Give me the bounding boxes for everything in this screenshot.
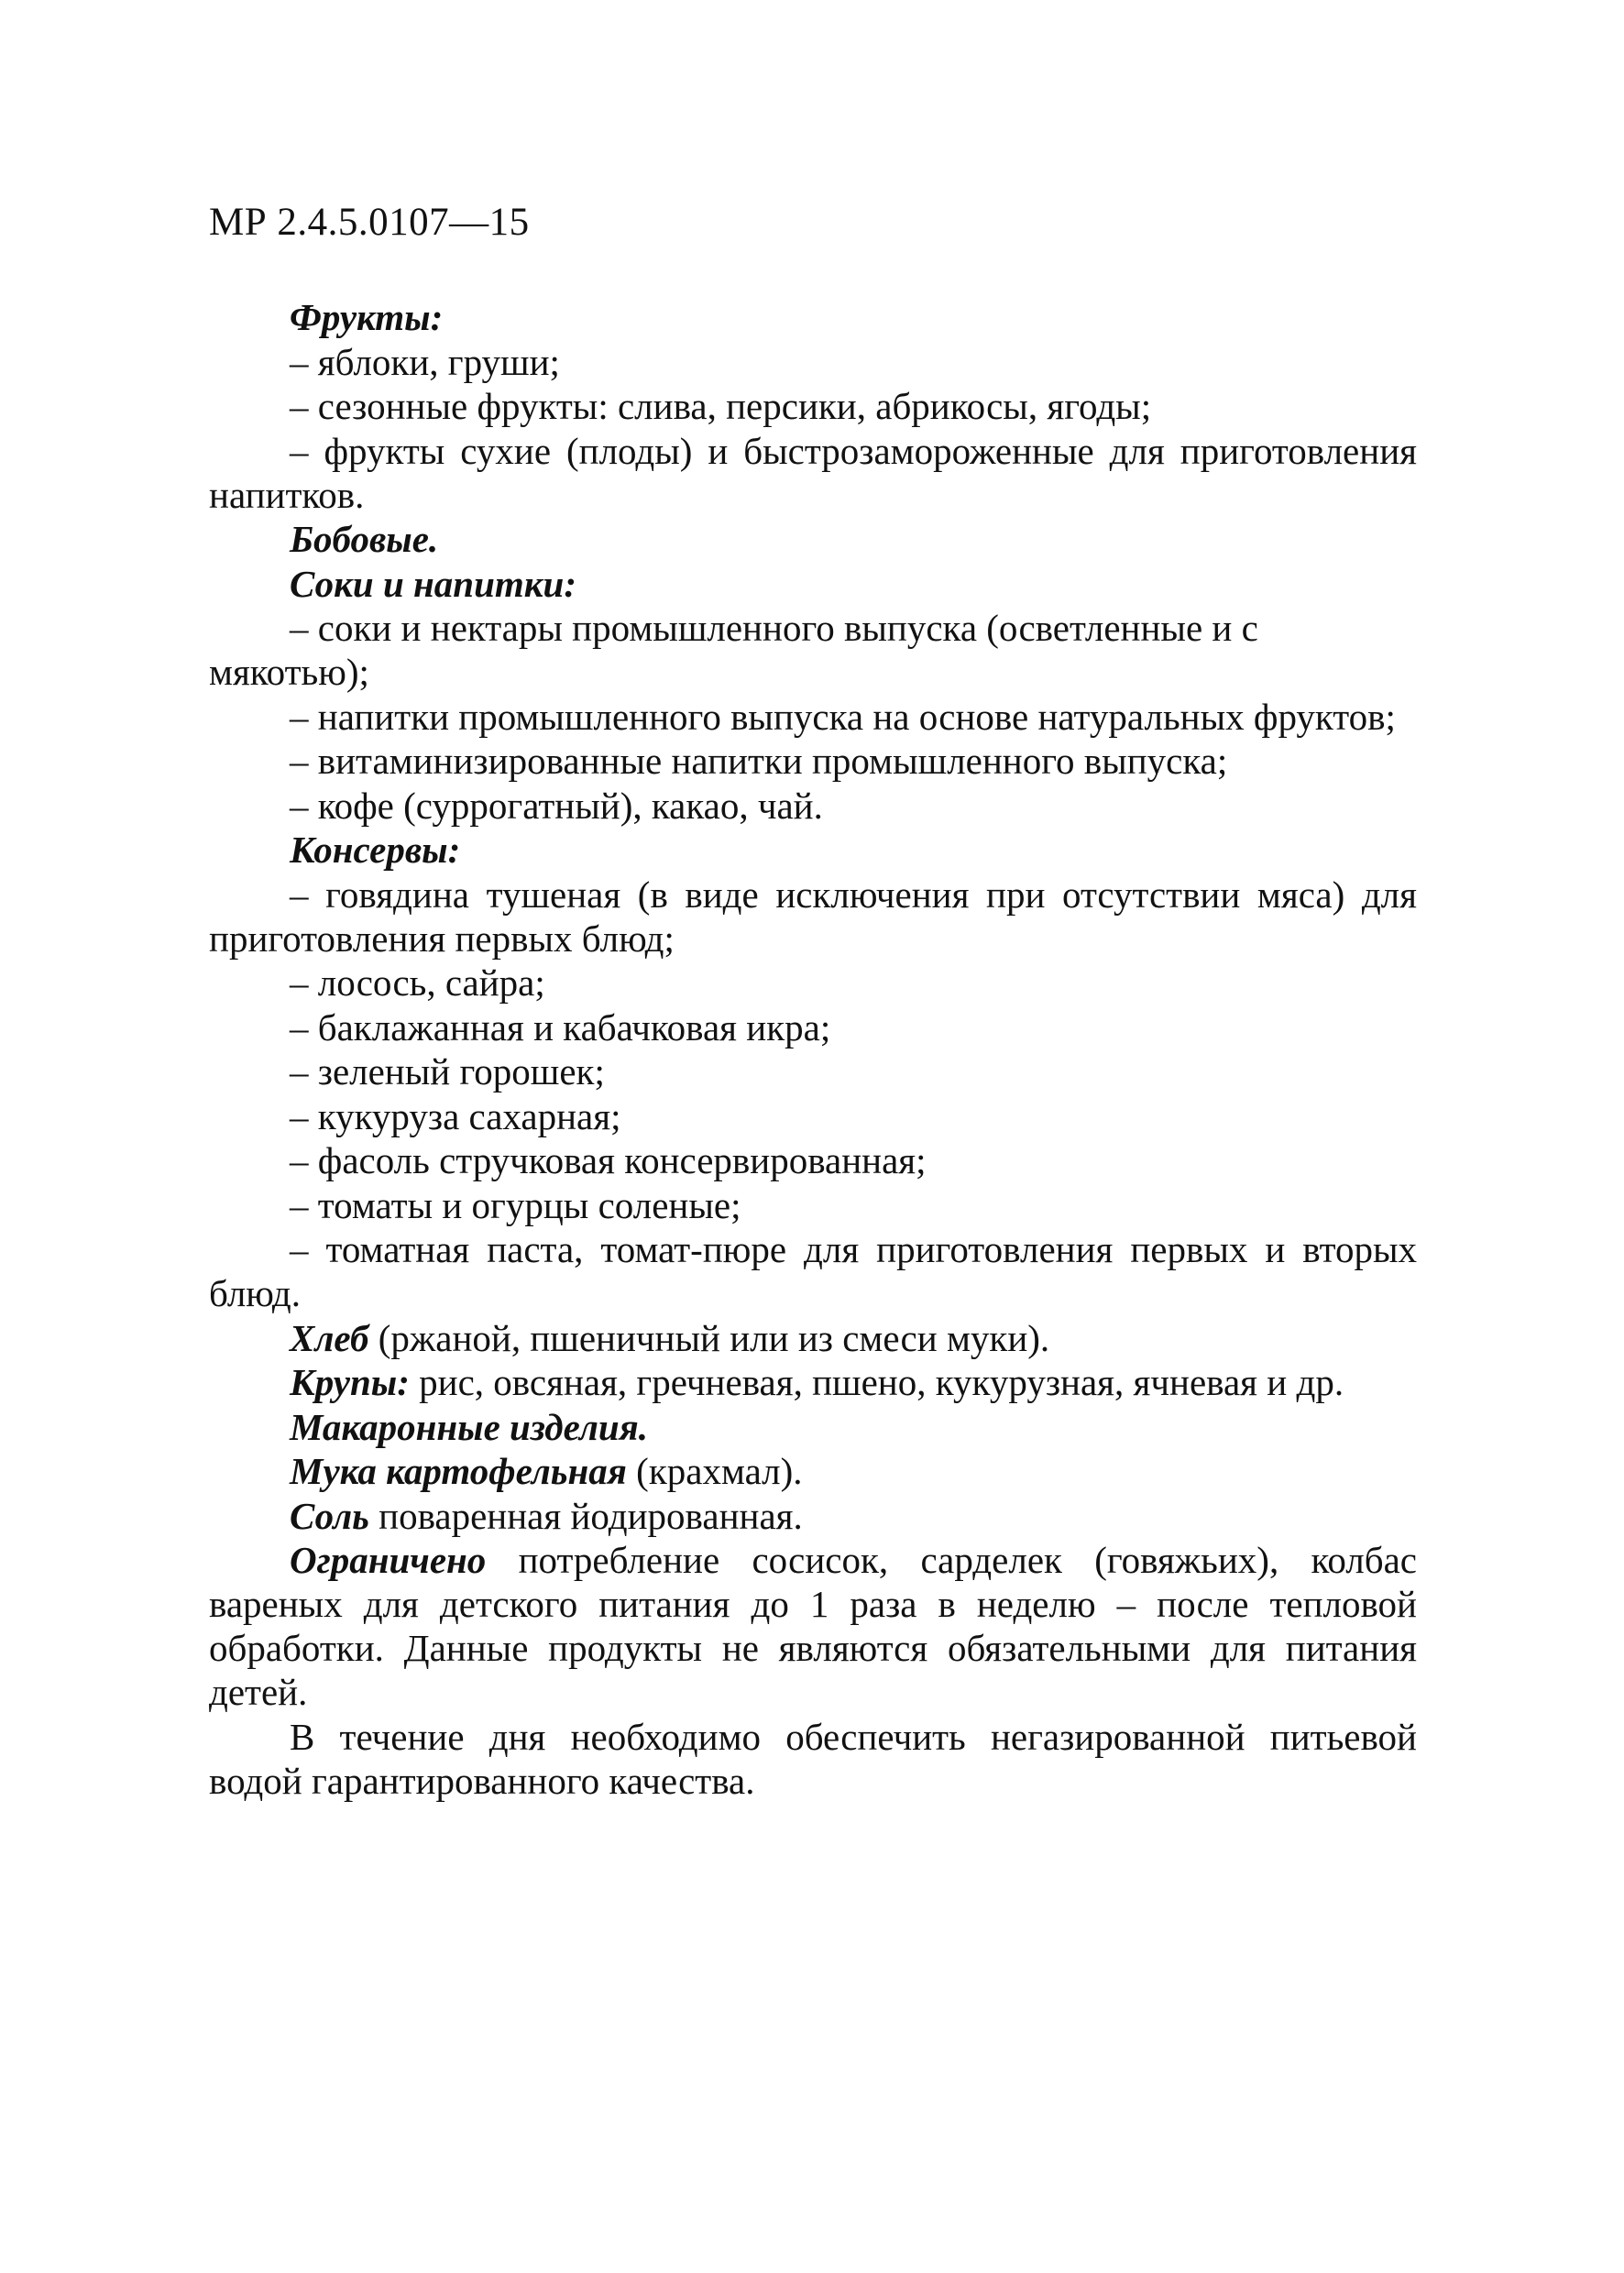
paragraph-pasta: Макаронные изделия. xyxy=(290,1405,649,1448)
list-item: – напитки промышленного выпуска на основе натуральных фруктов; xyxy=(290,695,1396,738)
list-item: – яблоки, груши; xyxy=(290,340,560,383)
paragraph-bread xyxy=(209,1316,1417,1360)
list-item: – баклажанная и кабачковая икра; xyxy=(290,1005,831,1049)
paragraph-water: В течение дня необходимо обеспечить негазированной питьевой водой гарантированного качества. xyxy=(209,1715,1417,1802)
paragraph-salt xyxy=(209,1494,1417,1538)
section-heading-juices: Соки и напитки: xyxy=(290,562,577,605)
list-item: – сезонные фрукты: слива, персики, абрикосы, ягоды; xyxy=(290,385,1152,427)
list-item: – томатная паста, томат-пюре для приготовления первых и вторых блюд. xyxy=(209,1228,1417,1314)
list-item: – фрукты сухие (плоды) и быстрозамороженные для приготовления напитков. xyxy=(209,429,1417,516)
paragraph-limited xyxy=(209,1538,1417,1714)
salt-text: поваренная йодированная. xyxy=(368,1494,803,1537)
list-item: – кофе (суррогатный), какао, чай. xyxy=(290,784,823,827)
section-heading-fruits: Фрукты: xyxy=(290,296,444,338)
salt-label: Соль xyxy=(290,1494,369,1537)
list-item: – кукуруза сахарная; xyxy=(290,1094,621,1137)
cereals-label: Крупы: xyxy=(290,1361,410,1403)
bread-text: (ржаной, пшеничный или из смеси муки). xyxy=(368,1316,1050,1359)
limited-text: потребление сосисок, сарделек (говяжьих), колбас вареных для детского питания до 1 раза в неделю – после тепловой обработки. Данные продукты не являются обязательными для питания детей. xyxy=(209,1539,1417,1713)
document-code: МР 2.4.5.0107—15 xyxy=(209,201,530,244)
list-item: – фасоль стручковая консервированная; xyxy=(290,1139,927,1181)
list-item: – лосось, сайра; xyxy=(290,961,545,1004)
section-heading-canned: Консервы: xyxy=(290,829,461,871)
starch-text: (крахмал). xyxy=(626,1450,803,1492)
list-item: – витаминизированные напитки промышленного выпуска; xyxy=(290,740,1228,782)
paragraph-cereals xyxy=(209,1360,1417,1404)
paragraph-starch xyxy=(209,1449,1417,1493)
limited-label: Ограничено xyxy=(290,1539,487,1581)
cereals-text: рис, овсяная, гречневая, пшено, кукурузная, ячневая и др. xyxy=(409,1361,1344,1403)
list-item: – соки и нектары промышленного выпуска (осветленные и с мякотью); xyxy=(209,607,1258,693)
section-heading-legumes: Бобовые. xyxy=(290,518,439,560)
starch-label: Мука картофельная xyxy=(290,1450,627,1492)
list-item: – томаты и огурцы соленые; xyxy=(290,1183,741,1226)
bread-label: Хлеб xyxy=(290,1316,369,1359)
list-item: – зеленый горошек; xyxy=(290,1050,605,1093)
document-body xyxy=(209,295,1417,1803)
list-item: – говядина тушеная (в виде исключения при отсутствии мяса) для приготовления первых блюд; xyxy=(209,873,1417,960)
